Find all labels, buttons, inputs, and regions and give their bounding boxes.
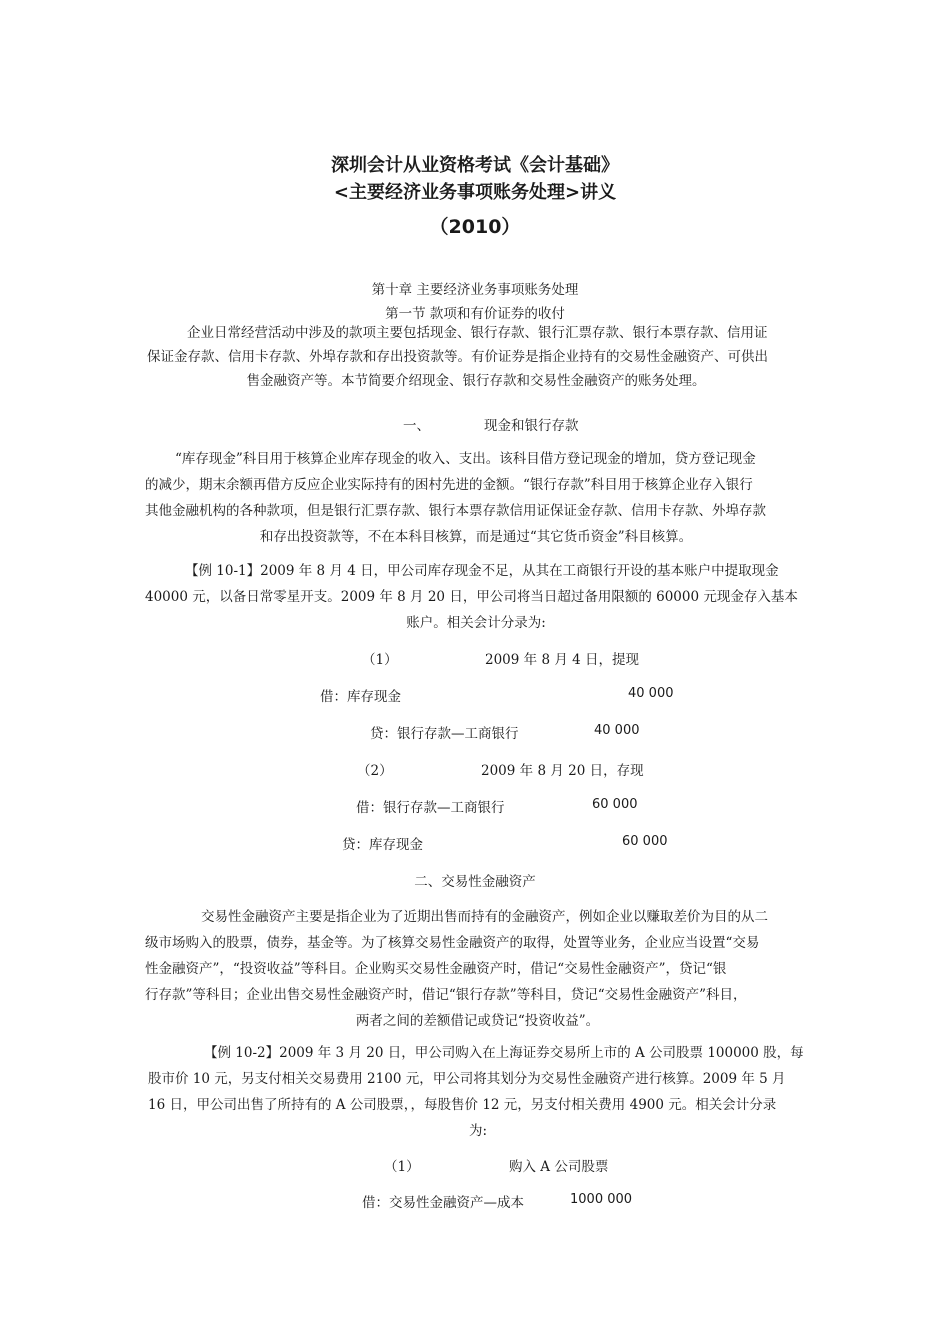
entry-description: 2009 年 8 月 4 日，提现 (485, 652, 639, 668)
part2-line: 交易性金融资产主要是指企业为了近期出售而持有的金融资产，例如企业以赚取差价为目的从二 (201, 909, 768, 925)
debit-amount: 40 000 (628, 686, 674, 701)
entry-description: 购入 A 公司股票 (509, 1159, 609, 1175)
part2-line: 级市场购入的股票，债券，基金等。为了核算交易性金融资产的取得，处置等业务，企业应当设置“交易 (145, 935, 760, 951)
entry-number: （2） (357, 763, 393, 779)
debit-line: 借：银行存款—工商银行 (356, 800, 505, 816)
credit-line: 贷：库存现金 (342, 837, 423, 853)
intro-line: 保证金存款、信用卡存款、外埠存款和存出投资款等。有价证券是指企业持有的交易性金融资产、可供出 (147, 349, 768, 365)
credit-amount: 40 000 (594, 723, 640, 738)
part2-line: 行存款”等科目；企业出售交易性金融资产时，借记“银行存款”等科目，贷记“交易性金融资产”科目， (145, 987, 747, 1003)
example-line: 【例 10-2】2009 年 3 月 20 日，甲公司购入在上海证券交易所上市的 A 公司股票 100000 股，每 (204, 1045, 804, 1061)
chapter-heading: 第十章 主要经济业务事项账务处理 (371, 282, 579, 298)
example-10-1 (145, 558, 807, 636)
example-line: 【例 10-1】2009 年 8 月 4 日，甲公司库存现金不足，从其在工商银行开设的基本账户中提取现金 (185, 563, 779, 579)
part1-line: “库存现金”科目用于核算企业库存现金的收入、支出。该科目借方登记现金的增加，贷方登记现金 (175, 451, 756, 467)
debit-line: 借：库存现金 (320, 689, 401, 705)
part1-heading-text: 现金和银行存款 (484, 418, 579, 434)
section-heading: 第一节 款项和有价证券的收付 (385, 306, 565, 322)
entry-number: （1） (362, 652, 398, 668)
doc-title-line2: <主要经济业务事项账务处理>讲义 (333, 182, 617, 203)
credit-amount: 60 000 (622, 834, 668, 849)
part2-heading: 二、交易性金融资产 (414, 874, 536, 890)
intro-line: 售金融资产等。本节简要介绍现金、银行存款和交易性金融资产的账务处理。 (246, 373, 706, 389)
debit-amount: 1000 000 (570, 1192, 633, 1207)
part2-line: 性金融资产”，“投资收益”等科目。企业购买交易性金融资产时，借记“交易性金融资产”，贷记“银 (145, 961, 727, 977)
intro-line: 企业日常经营活动中涉及的款项主要包括现金、银行存款、银行汇票存款、银行本票存款、信用证 (187, 325, 768, 341)
example-line: 股市价 10 元，另支付相关交易费用 2100 元，甲公司将其划分为交易性金融资产进行核算。2009 年 5 月 (148, 1071, 786, 1087)
part1-paragraph (145, 446, 807, 550)
example-line: 为: (468, 1123, 488, 1139)
entry-number: （1） (384, 1159, 420, 1175)
part1-heading-number: 一、 (403, 418, 430, 434)
part1-line: 的减少，期末余额再借方反应企业实际持有的困村先进的金额。“银行存款”科目用于核算企业存入银行 (145, 477, 753, 493)
debit-line: 借：交易性金融资产—成本 (362, 1195, 524, 1211)
example-line: 40000 元，以备日常零星开支。2009 年 8 月 20 日，甲公司将当日超过备用限额的 60000 元现金存入基本 (145, 589, 798, 605)
credit-line: 贷：银行存款—工商银行 (370, 726, 519, 742)
part2-line: 两者之间的差额借记或贷记“投资收益”。 (355, 1013, 600, 1029)
debit-amount: 60 000 (592, 797, 638, 812)
example-line: 16 日，甲公司出售了所持有的 A 公司股票，，每股售价 12 元，另支付相关费用 4900 元。相关会计分录 (148, 1097, 777, 1113)
part1-line: 其他金融机构的各种款项，但是银行汇票存款、银行本票存款信用证保证金存款、信用卡存款、外埠存款 (145, 503, 766, 519)
doc-year: （2010） (429, 216, 521, 238)
part1-line: 和存出投资款等，不在本科目核算，而是通过“其它货币资金”科目核算。 (259, 529, 693, 545)
doc-title-line1: 深圳会计从业资格考试《会计基础》 (331, 155, 619, 176)
example-line: 账户。相关会计分录为: (406, 615, 546, 631)
entry-description: 2009 年 8 月 20 日，存现 (481, 763, 644, 779)
intro-paragraph (147, 321, 805, 393)
part2-paragraph (145, 904, 810, 1034)
example-10-2 (148, 1040, 808, 1144)
